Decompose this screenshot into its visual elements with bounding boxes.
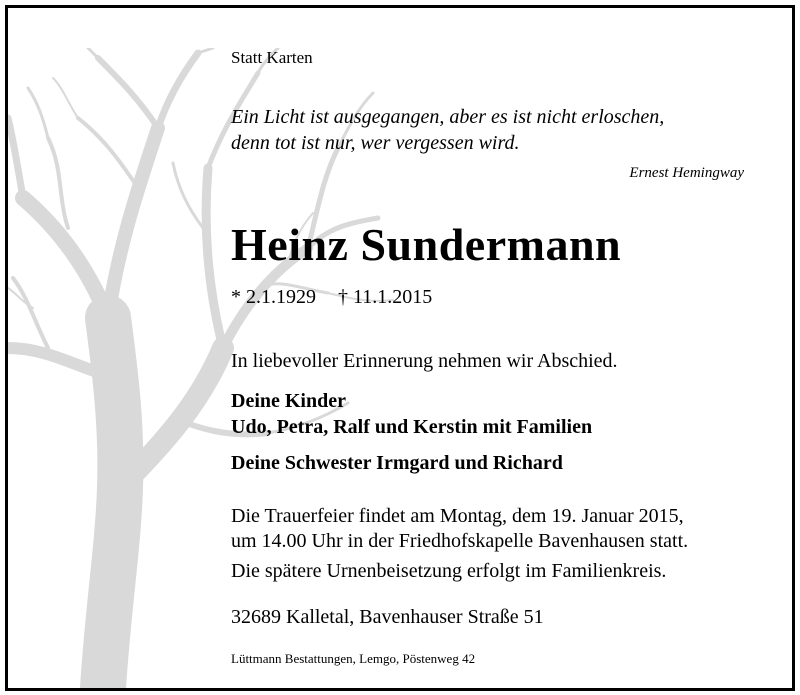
farewell-text: In liebevoller Erinnerung nehmen wir Abschied. [231, 350, 618, 372]
urn-burial-text: Die spätere Urnenbeisetzung erfolgt im Familienkreis. [231, 560, 667, 582]
quote-line-2: denn tot ist nur, wer vergessen wird. [231, 132, 520, 154]
birth-date: * 2.1.1929 [231, 286, 316, 308]
mourners-line-2: Udo, Petra, Ralf und Kerstin mit Familien [231, 416, 593, 438]
service-line-2: um 14.00 Uhr in der Friedhofskapelle Bavenhausen statt. [231, 530, 689, 552]
deceased-name: Heinz Sundermann [231, 219, 622, 270]
service-line-1: Die Trauerfeier findet am Montag, dem 19. Januar 2015, [231, 505, 684, 527]
notice-frame [5, 5, 795, 691]
quote-line-1: Ein Licht ist ausgegangen, aber es ist nicht erloschen, [231, 106, 665, 128]
mourners-line-3: Deine Schwester Irmgard und Richard [231, 452, 563, 474]
quote-author: Ernest Hemingway [629, 165, 744, 181]
family-address: 32689 Kalletal, Bavenhauser Straße 51 [231, 606, 544, 628]
notice-heading: Statt Karten [231, 48, 313, 67]
mourners-line-1: Deine Kinder [231, 390, 346, 412]
life-dates [231, 286, 432, 309]
notice-content [8, 8, 792, 688]
undertaker-info: Lüttmann Bestattungen, Lemgo, Pöstenweg 42 [231, 651, 476, 666]
death-date: † 11.1.2015 [338, 286, 433, 308]
